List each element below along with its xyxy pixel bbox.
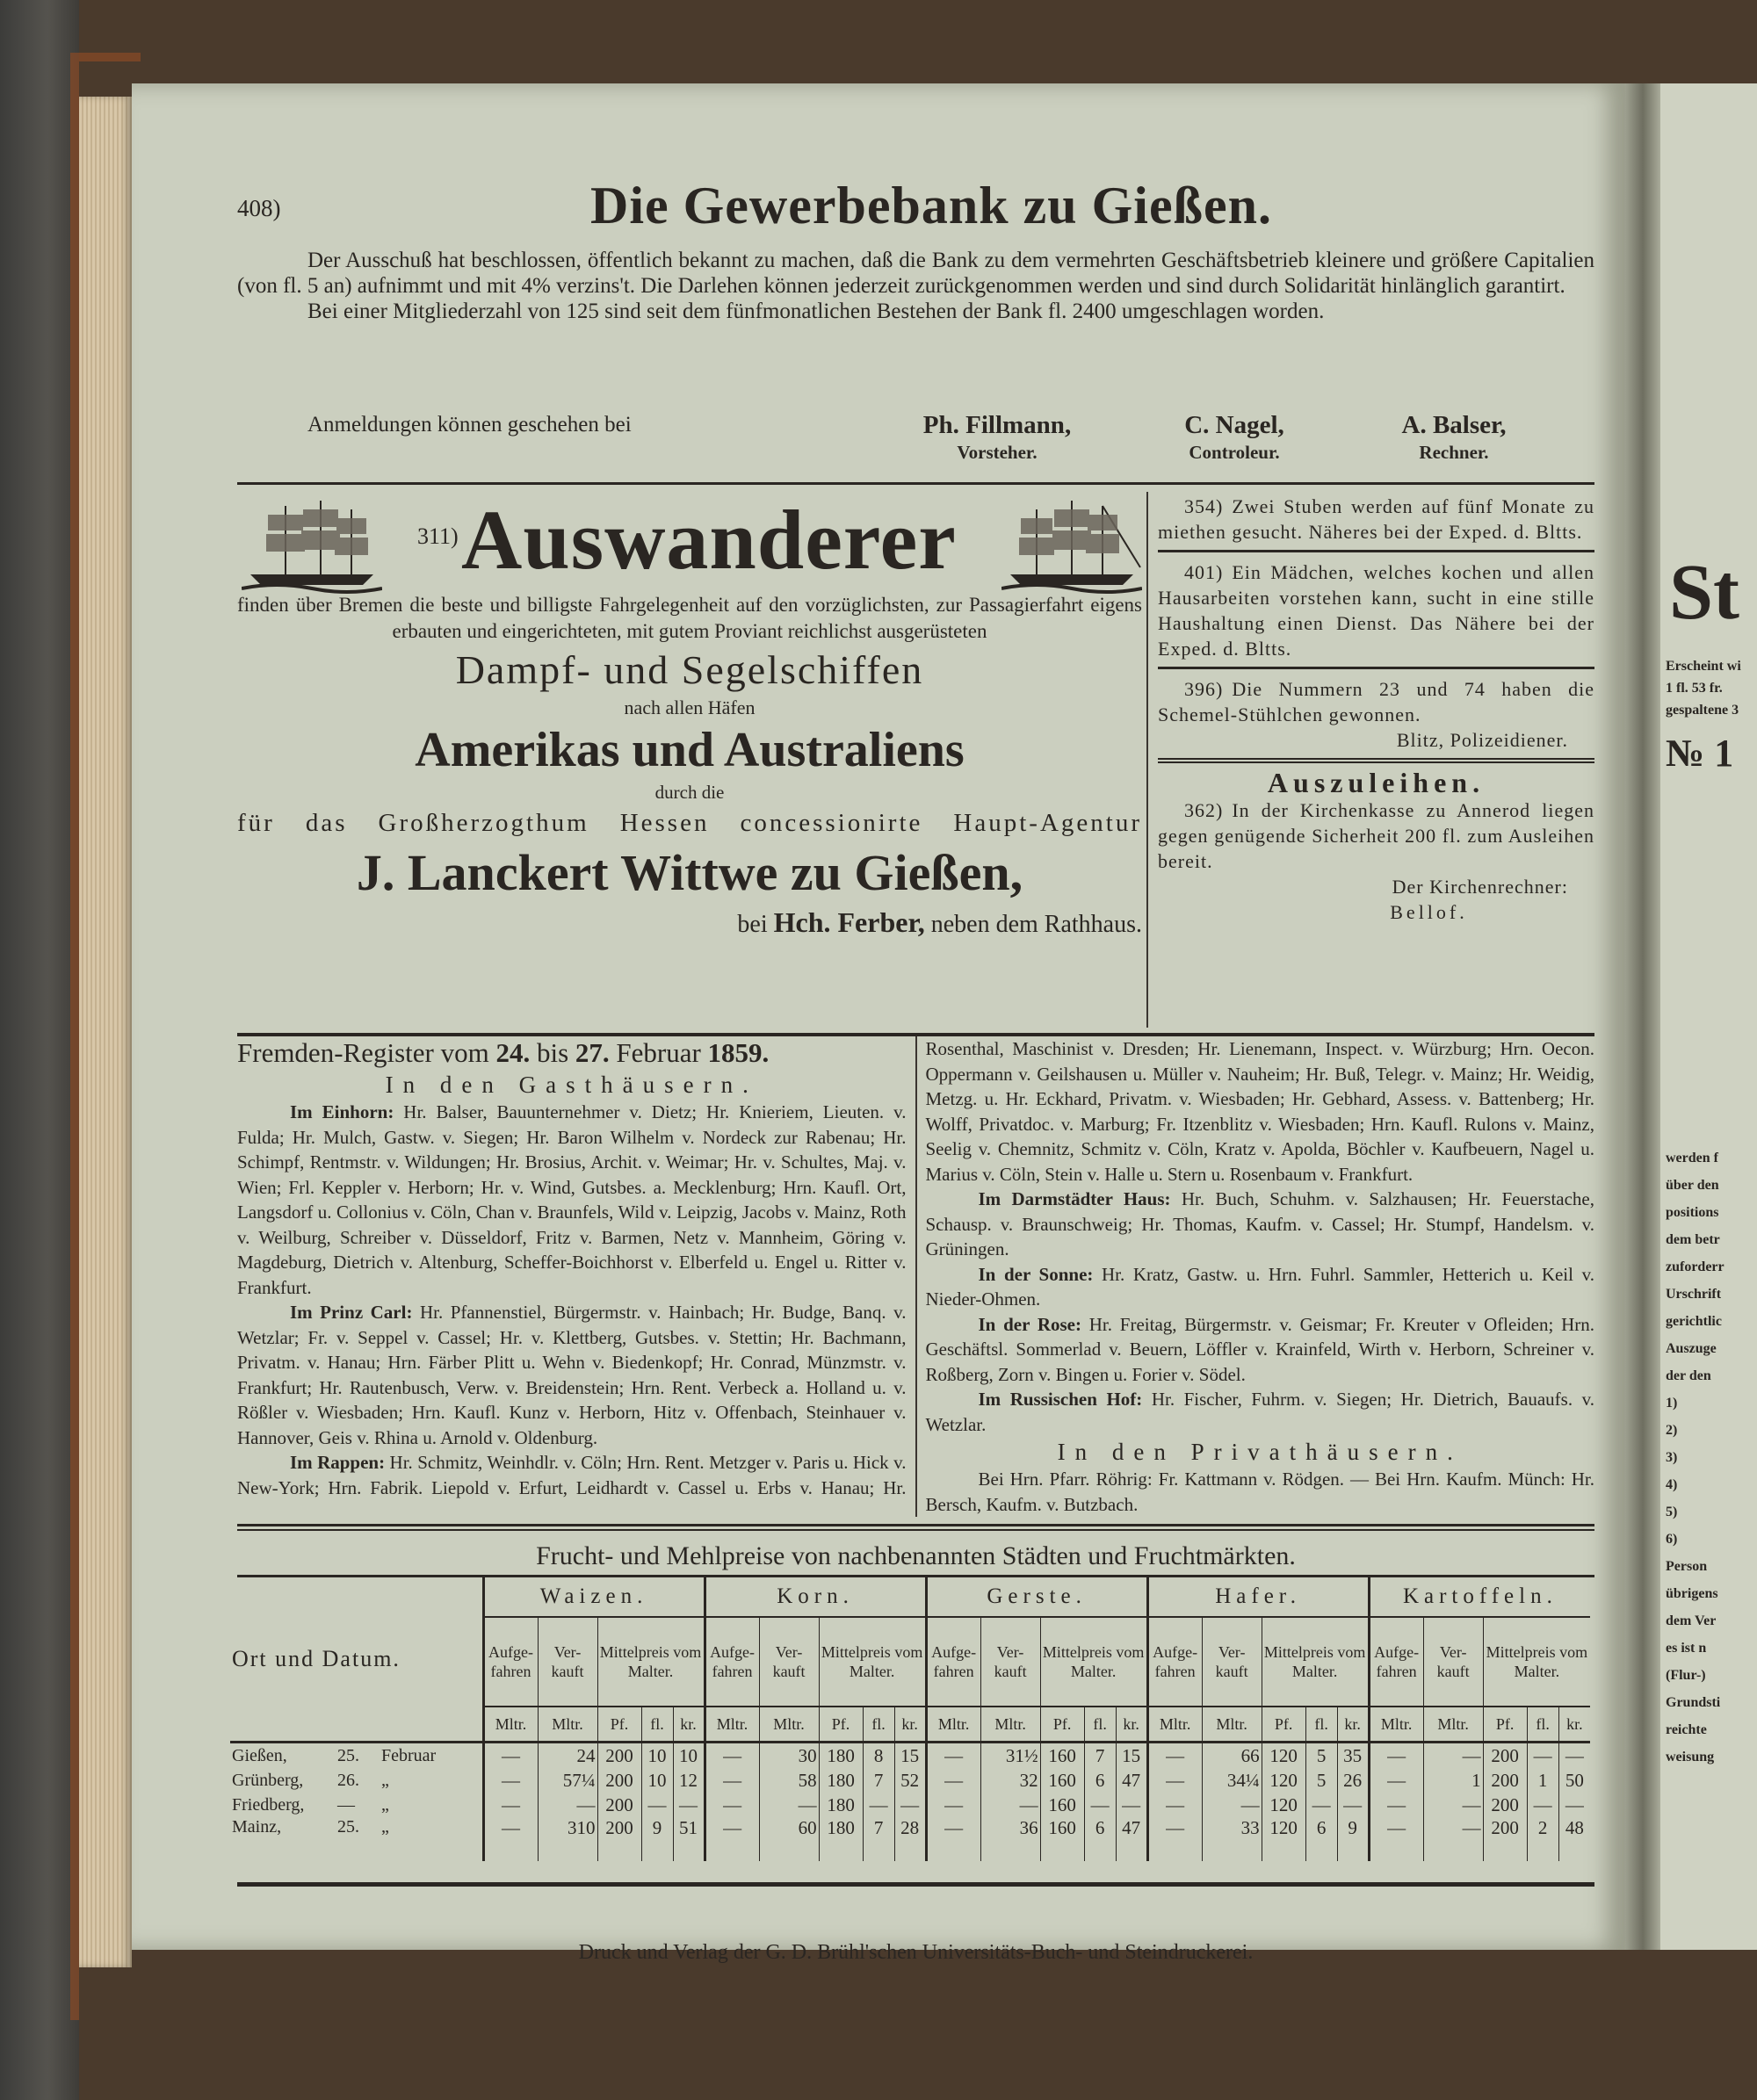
place-name: Gießen, bbox=[232, 1745, 287, 1765]
column-header: Aufge-fahren bbox=[1147, 1617, 1202, 1707]
price-cell: 120 bbox=[1262, 1817, 1305, 1861]
price-cell: — bbox=[1147, 1743, 1202, 1769]
price-cell: 36 bbox=[980, 1817, 1040, 1861]
inn-entry bbox=[926, 1187, 1595, 1262]
price-cell: 200 bbox=[1483, 1768, 1527, 1793]
next-page-fragment bbox=[1660, 83, 1757, 1950]
next-page-fragment-text: gespaltene 3 bbox=[1666, 703, 1739, 718]
unit-header: Mltr. bbox=[759, 1707, 819, 1743]
price-cell: 200 bbox=[597, 1768, 641, 1793]
column-header: Mittelpreis vom Malter. bbox=[1483, 1617, 1590, 1707]
price-cell: 160 bbox=[1040, 1743, 1084, 1769]
grain-group-header: Kartoffeln. bbox=[1369, 1577, 1590, 1617]
price-cell: — bbox=[483, 1743, 538, 1769]
column-header: Aufge-fahren bbox=[483, 1617, 538, 1707]
price-cell: 200 bbox=[1483, 1743, 1527, 1769]
price-cell: 160 bbox=[1040, 1768, 1084, 1793]
ad-signature-title: Der Kirchenrechner: bbox=[1392, 876, 1568, 898]
grain-group-header: Korn. bbox=[705, 1577, 926, 1617]
price-cell: 1 bbox=[1423, 1768, 1483, 1793]
price-cell: — bbox=[1423, 1743, 1483, 1769]
next-page-line: Grundsti bbox=[1666, 1695, 1721, 1710]
column-header: Ver-kauft bbox=[538, 1617, 597, 1707]
unit-header: Mltr. bbox=[483, 1707, 538, 1743]
price-cell: 1 bbox=[1527, 1768, 1558, 1793]
price-cell: 200 bbox=[597, 1817, 641, 1861]
next-page-line: Person bbox=[1666, 1559, 1708, 1574]
next-page-line: der den bbox=[1666, 1368, 1711, 1383]
ad-destinations: Amerikas und Australiens bbox=[415, 723, 965, 777]
price-cell: 9 bbox=[641, 1817, 673, 1861]
price-cell: 58 bbox=[759, 1768, 819, 1793]
price-cell: 6 bbox=[1084, 1817, 1116, 1861]
loan-heading: Auszuleihen. bbox=[1267, 767, 1486, 798]
price-cell: — bbox=[483, 1793, 538, 1817]
ad-number: 311) bbox=[417, 523, 459, 549]
place-date-cell bbox=[230, 1768, 483, 1793]
price-cell: 200 bbox=[1483, 1817, 1527, 1861]
price-cell: 12 bbox=[673, 1768, 705, 1793]
grain-group-header: Waizen. bbox=[483, 1577, 705, 1617]
grain-group-header: Hafer. bbox=[1147, 1577, 1369, 1617]
price-cell: — bbox=[926, 1743, 980, 1769]
column-header: Mittelpreis vom Malter. bbox=[819, 1617, 926, 1707]
column-header: Mittelpreis vom Malter. bbox=[597, 1617, 705, 1707]
price-cell: — bbox=[1527, 1743, 1558, 1769]
ad-at: bei bbox=[737, 911, 768, 938]
next-page-line: dem betr bbox=[1666, 1232, 1720, 1247]
signatory bbox=[1133, 411, 1335, 464]
column-header: Ver-kauft bbox=[980, 1617, 1040, 1707]
price-cell: 60 bbox=[759, 1817, 819, 1861]
inn-guests: Hr. Freitag, Bürgermstr. v. Geismar; Fr. Kreuter v Ofleiden; Hrn. Geschäftsl. Sommerlad v. Beuern, Löffler v. Krainfeld, Wirth v. Herborn, Schreiner v. Roßberg, Zorn v. Bingen u. Forier v. Södel. bbox=[925, 1313, 1595, 1385]
price-cell: 31½ bbox=[980, 1743, 1040, 1769]
price-cell: 15 bbox=[1116, 1743, 1147, 1769]
grain-prices-table bbox=[230, 1577, 1590, 1861]
price-cell: 120 bbox=[1262, 1743, 1305, 1769]
place-date-cell bbox=[230, 1817, 483, 1861]
loan-ad bbox=[1158, 797, 1594, 930]
inn-name: In der Rose: bbox=[978, 1313, 1081, 1335]
unit-header: Pf. bbox=[597, 1707, 641, 1743]
month: „ bbox=[381, 1817, 389, 1837]
small-ad bbox=[1158, 559, 1594, 669]
unit-header: Mltr. bbox=[705, 1707, 759, 1743]
place-name: Grünberg, bbox=[232, 1770, 304, 1790]
signatory-role: Rechner. bbox=[1419, 442, 1489, 463]
inn-entry bbox=[237, 1300, 907, 1450]
next-page-line: 2) bbox=[1666, 1423, 1678, 1438]
inn-guests: Hr. Kratz, Gastw. u. Hrn. Fuhrl. Sammler, Hetterich u. Keil v. Nieder-Ohmen. bbox=[925, 1263, 1594, 1310]
inn-entry bbox=[926, 1312, 1595, 1388]
ad-header bbox=[237, 488, 1142, 592]
unit-header: Pf. bbox=[1262, 1707, 1305, 1743]
register-title-text: bis bbox=[536, 1037, 569, 1068]
price-cell: — bbox=[926, 1768, 980, 1793]
inn-entry bbox=[237, 1100, 907, 1300]
next-page-line: 5) bbox=[1666, 1505, 1678, 1519]
visitor-register bbox=[237, 1036, 1594, 1517]
unit-header: Mltr. bbox=[1423, 1707, 1483, 1743]
price-cell: 24 bbox=[538, 1743, 597, 1769]
small-ad bbox=[1158, 494, 1594, 552]
column-header: Ver-kauft bbox=[1423, 1617, 1483, 1707]
price-cell: 26 bbox=[1337, 1768, 1369, 1793]
bank-notice-title: Die Gewerbebank zu Gießen. bbox=[590, 177, 1272, 235]
column-header: Ver-kauft bbox=[759, 1617, 819, 1707]
price-cell: — bbox=[1337, 1793, 1369, 1817]
price-cell: — bbox=[673, 1793, 705, 1817]
price-cell: 180 bbox=[819, 1817, 863, 1861]
next-page-issue-number: № 1 bbox=[1666, 732, 1734, 775]
day: — bbox=[337, 1794, 355, 1815]
next-page-line: zuforderr bbox=[1666, 1259, 1724, 1274]
price-cell: 32 bbox=[980, 1768, 1040, 1793]
inn-name: Im Prinz Carl: bbox=[290, 1302, 413, 1323]
column-header: Mittelpreis vom Malter. bbox=[1040, 1617, 1147, 1707]
unit-header: Mltr. bbox=[538, 1707, 597, 1743]
month: Februar bbox=[381, 1745, 437, 1765]
price-cell: 10 bbox=[673, 1743, 705, 1769]
emigrant-advertisement bbox=[237, 488, 1142, 942]
next-page-line: übrigens bbox=[1666, 1586, 1718, 1601]
signatory bbox=[1353, 411, 1555, 464]
small-ad bbox=[1158, 676, 1594, 763]
unit-header: kr. bbox=[673, 1707, 705, 1743]
unit-header: kr. bbox=[1337, 1707, 1369, 1743]
price-cell: — bbox=[1369, 1793, 1423, 1817]
price-cell: 180 bbox=[819, 1793, 863, 1817]
ad-number: 401) bbox=[1184, 561, 1224, 583]
inn-guests: Hr. Schmitz, Weinhdlr. v. Cöln; Hrn. Rent. Metzger v. Paris u. Hick v. New-York; Hrn. Fabrik. Liepold v. Erfurt, Leidhardt v. Cassel u. Erbs v. Hanau; Hr. Rosenthal, Maschinist v. Dresden; Hr. Lienemann, Inspect. v. Würzburg; Hrn. Oecon. Oppermann v. Geilshausen u. Müller v. Nauheim; Hr. Buß, Telegr. v. Mainz; Hr. Weidig, Metzg. u. Hr. Eckhard, Privatm. v. Wiesbaden; Hr. Gebhard, Assess. v. Battenberg; Hr. Wolff, Privatdoc. v. Marburg; Fr. Itzenblitz v. Wiesbaden; Hrn. Kaufl. Rulons v. Mainz, Seelig v. Chemnitz, Schmitz v. Cöln, Kratz v. Apolda, Böchler v. Kaufbeuern, Nagel u. Marius v. Cöln, Stein v. Halle u. Stern u. Rosenbaum v. Frankfurt. bbox=[237, 1038, 1594, 1498]
month: „ bbox=[381, 1794, 389, 1815]
page-edges bbox=[79, 97, 132, 1967]
book-gutter bbox=[1625, 83, 1660, 1950]
price-cell: — bbox=[1202, 1793, 1262, 1817]
price-cell: — bbox=[1084, 1793, 1116, 1817]
price-cell: — bbox=[641, 1793, 673, 1817]
sailing-ship-icon bbox=[1001, 497, 1142, 594]
ad-text: Zwei Stuben werden auf fünf Monate zu miethen gesucht. Näheres bei der Exped. d. Bltts. bbox=[1158, 495, 1594, 543]
month: „ bbox=[381, 1770, 389, 1790]
next-page-line: gerichtlic bbox=[1666, 1314, 1722, 1329]
unit-header: kr. bbox=[1558, 1707, 1590, 1743]
book-cover bbox=[0, 0, 79, 2100]
price-cell: 160 bbox=[1040, 1817, 1084, 1861]
grain-group-header: Gerste. bbox=[926, 1577, 1147, 1617]
day: 25. bbox=[337, 1817, 359, 1837]
unit-header: kr. bbox=[894, 1707, 926, 1743]
price-cell: 120 bbox=[1262, 1793, 1305, 1817]
price-cell: — bbox=[1423, 1817, 1483, 1861]
column-header: Mittelpreis vom Malter. bbox=[1262, 1617, 1369, 1707]
ad-number: 362) bbox=[1184, 799, 1224, 821]
ad-location-text: neben dem Rathhaus. bbox=[930, 911, 1142, 938]
signatory-name: C. Nagel, bbox=[1184, 411, 1284, 439]
price-cell: — bbox=[1116, 1793, 1147, 1817]
register-title bbox=[237, 1036, 907, 1070]
register-title-text: Fremden-Register vom bbox=[237, 1037, 489, 1068]
place-date-cell bbox=[230, 1743, 483, 1769]
sailing-ship-icon bbox=[242, 497, 382, 594]
divider bbox=[237, 1529, 1594, 1531]
price-cell: 6 bbox=[1084, 1768, 1116, 1793]
price-cell: 310 bbox=[538, 1817, 597, 1861]
price-cell: — bbox=[1369, 1817, 1423, 1861]
day: 26. bbox=[337, 1770, 359, 1790]
column-header: Aufge-fahren bbox=[1369, 1617, 1423, 1707]
unit-header: Pf. bbox=[819, 1707, 863, 1743]
price-cell: — bbox=[483, 1817, 538, 1861]
price-cell: 8 bbox=[863, 1743, 894, 1769]
register-year: 1859. bbox=[707, 1037, 770, 1068]
place-date-cell bbox=[230, 1793, 483, 1817]
register-heading-private: In den Privathäusern. bbox=[1057, 1439, 1463, 1465]
unit-header: fl. bbox=[1527, 1707, 1558, 1743]
price-row bbox=[230, 1817, 1590, 1861]
price-cell: — bbox=[1423, 1793, 1483, 1817]
price-cell: 50 bbox=[1558, 1768, 1590, 1793]
ad-intro: finden über Bremen die beste und billigste Fahrgelegenheit auf den vorzüglichsten, zur Passagierfahrt eigens erbauten und eingerichteten, mit gutem Proviant reichlichst ausgerüsteten bbox=[237, 594, 1142, 642]
day: 25. bbox=[337, 1745, 359, 1765]
unit-header: Mltr. bbox=[1147, 1707, 1202, 1743]
price-cell: 2 bbox=[1527, 1817, 1558, 1861]
price-cell: 7 bbox=[863, 1768, 894, 1793]
price-cell: — bbox=[894, 1793, 926, 1817]
price-cell: — bbox=[705, 1817, 759, 1861]
unit-header: fl. bbox=[1084, 1707, 1116, 1743]
ad-through: durch die bbox=[654, 782, 725, 803]
ad-number: 396) bbox=[1184, 678, 1224, 700]
inn-name: Im Einhorn: bbox=[290, 1101, 394, 1122]
unit-header: fl. bbox=[1305, 1707, 1337, 1743]
lower-section bbox=[232, 1036, 1595, 1966]
price-cell: 34¼ bbox=[1202, 1768, 1262, 1793]
price-cell: 52 bbox=[894, 1768, 926, 1793]
register-private-entry: Bei Hrn. Pfarr. Röhrig: Fr. Kattmann v. Rödgen. — Bei Hrn. Kaufm. Münch: Hr. Bersch, Kaufm. v. Butzbach. bbox=[925, 1469, 1594, 1515]
next-page-line: 6) bbox=[1666, 1532, 1678, 1547]
price-cell: 66 bbox=[1202, 1743, 1262, 1769]
price-cell: — bbox=[483, 1768, 538, 1793]
ad-to-all: nach allen Häfen bbox=[624, 696, 756, 718]
price-cell: 160 bbox=[1040, 1793, 1084, 1817]
next-page-line: werden f bbox=[1666, 1151, 1718, 1165]
inn-name: Im Russischen Hof: bbox=[978, 1389, 1143, 1410]
ad-signature-name: Bellof. bbox=[1390, 901, 1468, 923]
inn-entry bbox=[926, 1387, 1595, 1437]
price-cell: — bbox=[1305, 1793, 1337, 1817]
price-cell: 6 bbox=[1305, 1817, 1337, 1861]
price-cell: 10 bbox=[641, 1768, 673, 1793]
price-cell: — bbox=[1147, 1793, 1202, 1817]
unit-header: Pf. bbox=[1483, 1707, 1527, 1743]
register-date-end: 27. bbox=[575, 1037, 610, 1068]
inn-entry bbox=[926, 1262, 1595, 1312]
price-row bbox=[230, 1743, 1590, 1769]
signatory-role: Controleur. bbox=[1189, 442, 1280, 463]
price-cell: 5 bbox=[1305, 1743, 1337, 1769]
unit-header: Pf. bbox=[1040, 1707, 1084, 1743]
unit-header: fl. bbox=[863, 1707, 894, 1743]
price-cell: 15 bbox=[894, 1743, 926, 1769]
ad-location bbox=[237, 905, 1142, 942]
next-page-line: reichte bbox=[1666, 1722, 1707, 1737]
page-number: 408) bbox=[237, 195, 281, 221]
price-cell: — bbox=[1147, 1768, 1202, 1793]
price-cell: 10 bbox=[641, 1743, 673, 1769]
register-heading-inns: In den Gasthäusern. bbox=[385, 1072, 758, 1098]
next-page-fragment-text: 1 fl. 53 fr. bbox=[1666, 681, 1723, 696]
price-row bbox=[230, 1793, 1590, 1817]
price-cell: — bbox=[926, 1793, 980, 1817]
signatory-name: Ph. Fillmann, bbox=[922, 411, 1072, 439]
column-divider bbox=[1146, 492, 1148, 1028]
signatory-name: A. Balser, bbox=[1401, 411, 1507, 439]
price-cell: — bbox=[705, 1768, 759, 1793]
price-cell: — bbox=[1527, 1793, 1558, 1817]
next-page-line: weisung bbox=[1666, 1750, 1715, 1764]
column-header: Ver-kauft bbox=[1202, 1617, 1262, 1707]
next-page-line: dem Ver bbox=[1666, 1613, 1717, 1628]
register-month: Februar bbox=[616, 1037, 701, 1068]
price-cell: 28 bbox=[894, 1817, 926, 1861]
price-cell: 47 bbox=[1116, 1768, 1147, 1793]
signatory bbox=[878, 411, 1116, 464]
inn-name: Im Darmstädter Haus: bbox=[978, 1188, 1171, 1209]
price-cell: 7 bbox=[1084, 1743, 1116, 1769]
inn-name: Im Rappen: bbox=[290, 1452, 386, 1473]
unit-header: fl. bbox=[641, 1707, 673, 1743]
price-cell: — bbox=[863, 1793, 894, 1817]
next-page-fragment-text: Erscheint wi bbox=[1666, 659, 1741, 674]
price-cell: — bbox=[1369, 1743, 1423, 1769]
price-cell: — bbox=[980, 1793, 1040, 1817]
price-cell: — bbox=[1369, 1768, 1423, 1793]
column-header: Aufge-fahren bbox=[705, 1617, 759, 1707]
next-page-line: positions bbox=[1666, 1205, 1719, 1220]
inn-guests: Hr. Pfannenstiel, Bürgermstr. v. Hainbach; Hr. Budge, Banq. v. Wetzlar; Fr. v. Seppel v. Cassel; Hr. v. Klettberg, Gutsbes. v. Stettin; Hr. Bachmann, Privatm. v. Hanau; Hrn. Färber Plitt u. Wehn v. Biedenkopf; Hr. Conrad, Münzmstr. v. Frankfurt; Hr. Rautenbusch, Verw. v. Breidenstein; Hrn. Rent. Verbeck a. Holland u. v. Rößler v. Wiesbaden; Hrn. Kaufl. Kunz v. Herborn, Hitz v. Offenbach, Steinhauer v. Hannover, Geis v. Rhina u. Arnold v. Oldenburg. bbox=[237, 1302, 907, 1448]
bank-notice-body bbox=[237, 248, 1594, 324]
ad-at-name: Hch. Ferber, bbox=[773, 906, 925, 938]
price-cell: — bbox=[705, 1793, 759, 1817]
price-cell: 7 bbox=[863, 1817, 894, 1861]
bank-notice-paragraph: Der Ausschuß hat beschlossen, öffentlich bekannt zu machen, daß die Bank zu dem vermehrten Geschäftsbetrieb kleinere und größere Capitalien (von fl. 5 an) aufnimmt und mit 4% verzins't. Die Darlehen können jederzeit zurückgenommen werden und sind durch Solidarität hinlänglich garantirt. bbox=[237, 249, 1594, 298]
price-cell: 200 bbox=[1483, 1793, 1527, 1817]
unit-header: Mltr. bbox=[926, 1707, 980, 1743]
next-page-line: Auszuge bbox=[1666, 1341, 1717, 1356]
next-page-line: 4) bbox=[1666, 1477, 1678, 1492]
column-header: Aufge-fahren bbox=[926, 1617, 980, 1707]
place-name: Mainz, bbox=[232, 1817, 282, 1837]
ad-text: In der Kirchenkasse zu Annerod liegen gegen genügende Sicherheit 200 fl. zum Ausleihen bereit. bbox=[1158, 799, 1594, 872]
price-cell: 120 bbox=[1262, 1768, 1305, 1793]
price-cell: 47 bbox=[1116, 1817, 1147, 1861]
inn-guests: Hr. Buch, Schuhm. v. Salzhausen; Hr. Feuerstache, Schausp. v. Braunschweig; Hr. Thomas, Kaufm. v. Cassel; Hr. Stumpf, Handelsm. v. Grüningen. bbox=[925, 1188, 1594, 1259]
divider bbox=[237, 1524, 1594, 1526]
inn-guests: Hr. Fischer, Fuhrm. v. Siegen; Hr. Dietrich, Bauaufs. v. Wetzlar. bbox=[925, 1389, 1594, 1435]
next-page-line: es ist n bbox=[1666, 1641, 1707, 1656]
price-cell: 200 bbox=[597, 1793, 641, 1817]
inn-guests: Hr. Balser, Bauunternehmer v. Dietz; Hr. Knieriem, Lieuten. v. Fulda; Hr. Mulch, Gastw. v. Siegen; Hr. Baron Wilhelm v. Nordeck zur Rabenau; Hr. Schimpf, Rentmstr. v. Wildungen; Hr. Brosius, Archit. v. Weimar; Hr. v. Schultes, Maj. v. Wien; Frl. Keppler v. Herborn; Hr. v. Wind, Gutsbes. a. Mecklenburg; Hrn. Kaufl. Ort, Langsdorf u. Collonius v. Cöln, Chan v. Braunfels, Wild v. Leipzig, Jacobs v. Mainz, Roth v. Weilburg, Schreiber v. Düsseldorf, Fritz v. Barmen, Netz v. Mannheim, Göring v. Magdeburg, Dietrich v. Altenburg, Scheffer-Boichhorst v. Elberfeld u. Engel u. Ritter v. Frankfurt. bbox=[237, 1101, 907, 1298]
ad-number: 354) bbox=[1184, 495, 1224, 517]
price-cell: 200 bbox=[597, 1743, 641, 1769]
registration-note: Anmeldungen können geschehen bei bbox=[307, 413, 632, 437]
ad-title: Auswanderer bbox=[461, 493, 957, 587]
ad-agency: für das Großherzogthum Hessen concessionirte Haupt-Agentur bbox=[237, 809, 1142, 837]
price-cell: — bbox=[926, 1817, 980, 1861]
next-page-line: Urschrift bbox=[1666, 1287, 1722, 1302]
prices-title: Frucht- und Mehlpreise von nachbenannten Städten und Fruchtmärkten. bbox=[536, 1541, 1296, 1570]
ad-signature: Blitz, Polizeidiener. bbox=[1396, 729, 1568, 751]
ad-text: Die Nummern 23 und 74 haben die Schemel-Stühlchen gewonnen. bbox=[1158, 678, 1594, 725]
signatory-role: Vorsteher. bbox=[957, 442, 1038, 463]
price-cell: 51 bbox=[673, 1817, 705, 1861]
price-cell: — bbox=[705, 1743, 759, 1769]
unit-header: Mltr. bbox=[980, 1707, 1040, 1743]
next-page-line: 1) bbox=[1666, 1396, 1678, 1411]
price-cell: 57¼ bbox=[538, 1768, 597, 1793]
next-page-line: über den bbox=[1666, 1178, 1719, 1193]
next-page-line: (Flur-) bbox=[1666, 1668, 1706, 1683]
place-name: Friedberg, bbox=[232, 1794, 305, 1815]
price-cell: 180 bbox=[819, 1743, 863, 1769]
divider bbox=[237, 1882, 1594, 1887]
ad-ships: Dampf- und Segelschiffen bbox=[455, 647, 924, 692]
ad-agent: J. Lanckert Wittwe zu Gießen, bbox=[356, 844, 1023, 901]
price-cell: 180 bbox=[819, 1768, 863, 1793]
printer-imprint: Druck und Verlag der G. D. Brühl'schen Universitäts-Buch- und Steindruckerei. bbox=[578, 1941, 1254, 1964]
next-page-masthead: St bbox=[1669, 549, 1740, 636]
place-date-header: Ort und Datum. bbox=[230, 1577, 483, 1743]
price-cell: — bbox=[759, 1793, 819, 1817]
price-cell: — bbox=[1558, 1793, 1590, 1817]
price-cell: 35 bbox=[1337, 1743, 1369, 1769]
unit-header: Mltr. bbox=[1369, 1707, 1423, 1743]
ad-text: Ein Mädchen, welches kochen und allen Hausarbeiten vorstehen kann, sucht in eine stille Haushaltung einen Dienst. Das Nähere bei der Exped. d. Bltts. bbox=[1158, 561, 1594, 660]
price-row bbox=[230, 1768, 1590, 1793]
price-cell: 9 bbox=[1337, 1817, 1369, 1861]
divider bbox=[237, 482, 1594, 485]
next-page-line: 3) bbox=[1666, 1450, 1678, 1465]
price-cell: — bbox=[1558, 1743, 1590, 1769]
price-cell: 30 bbox=[759, 1743, 819, 1769]
unit-header: Mltr. bbox=[1202, 1707, 1262, 1743]
unit-header: kr. bbox=[1116, 1707, 1147, 1743]
price-cell: — bbox=[1147, 1817, 1202, 1861]
register-date-start: 24. bbox=[495, 1037, 531, 1068]
inn-name: In der Sonne: bbox=[978, 1263, 1094, 1285]
bank-notice-paragraph: Bei einer Mitgliederzahl von 125 sind seit dem fünfmonatlichen Bestehen der Bank fl. 2400 umgeschlagen worden. bbox=[307, 299, 1325, 323]
price-cell: 5 bbox=[1305, 1768, 1337, 1793]
small-ads-column bbox=[1158, 494, 1594, 937]
price-cell: 33 bbox=[1202, 1817, 1262, 1861]
price-cell: 48 bbox=[1558, 1817, 1590, 1861]
price-cell: — bbox=[538, 1793, 597, 1817]
